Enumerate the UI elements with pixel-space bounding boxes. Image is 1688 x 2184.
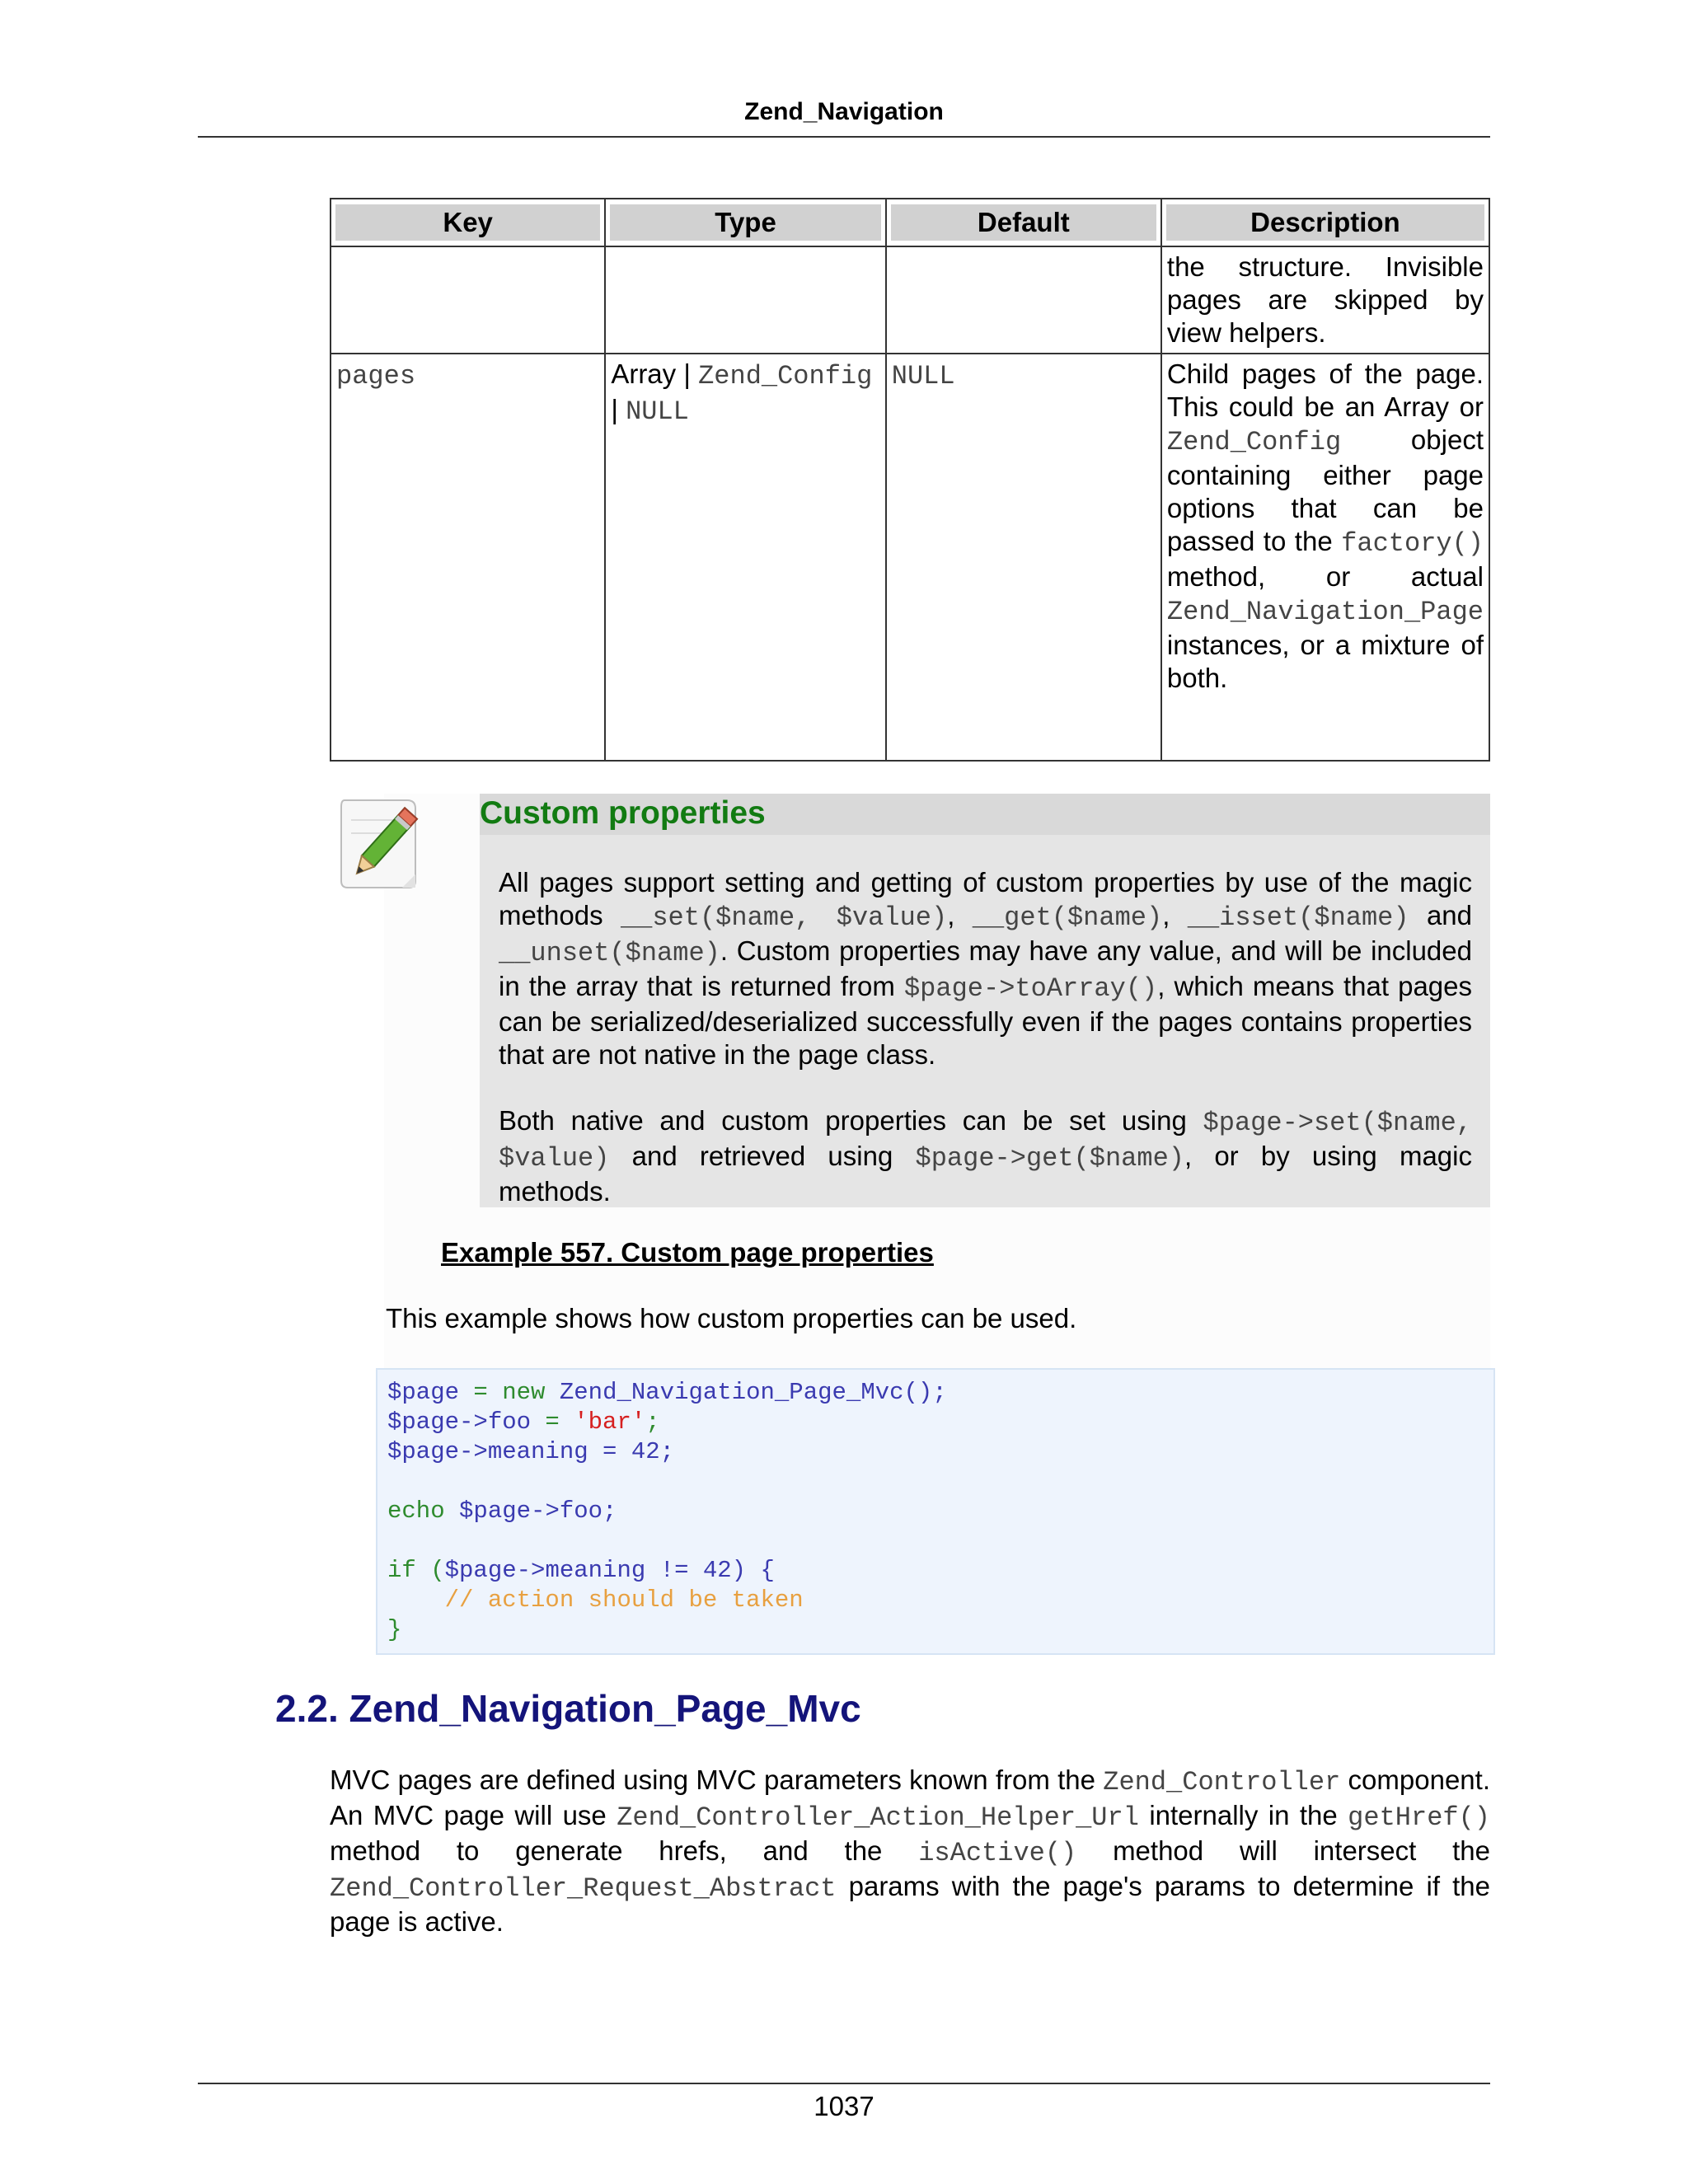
cell-description: Child pages of the page. This could be an Array or Zend_Config object containing either page options that can be passed to the factory() method, or actual Zend_Navigation_Page instances, or a mixture of both. [1161, 354, 1489, 761]
example-title: Example 557. Custom page properties [441, 1237, 934, 1268]
page-header: Zend_Navigation [744, 98, 944, 125]
code-block: $page = new Zend_Navigation_Page_Mvc(); $page->foo = 'bar'; $page->meaning = 42; echo $page->foo; if ($page->meaning != 42) { // action should be taken } [376, 1368, 1495, 1655]
table-row [331, 354, 1489, 761]
cell-key [331, 246, 605, 354]
footer-rule [198, 2083, 1490, 2084]
column-header-description: Description [1161, 199, 1489, 246]
cell-key: pages [331, 354, 605, 761]
page-number: 1037 [814, 2091, 874, 2121]
section-title: 2.2. Zend_Navigation_Page_Mvc [275, 1687, 861, 1730]
cell-type: Array | Zend_Config | NULL [605, 354, 885, 761]
section-paragraph: MVC pages are defined using MVC parameters known from the Zend_Controller component. An MVC page will use Zend_Controller_Action_Helper_Url internally in the getHref() method to generate hrefs, and the isActive() method will intersect the Zend_Controller_Request_Abstract params with the page's params to determine if the page is active. [330, 1765, 1490, 1937]
cell-default: NULL [886, 354, 1161, 761]
cell-description: the structure. Invisible pages are skipped by view helpers. [1161, 246, 1489, 354]
note-paragraph: Both native and custom properties can be set using $page->set($name, $value) and retrieved using $page->get($name), or by using magic methods. [499, 1105, 1472, 1207]
note-paragraph: All pages support setting and getting of custom properties by use of the magic methods __set($name, $value), __get($name), __isset($name) and __unset($name). Custom properties may have any value, and will be included in the array that is returned from $page->toArray(), which means that pages can be serialized/deserialized successfully even if the pages contains properties that are not native in the page class. [499, 867, 1473, 1070]
header-rule [198, 136, 1490, 138]
column-header-key: Key [331, 199, 605, 246]
table-header-row [331, 199, 1489, 246]
column-header-default: Default [886, 199, 1161, 246]
properties-table [330, 198, 1490, 762]
cell-default [886, 246, 1161, 354]
table-row [331, 246, 1489, 354]
cell-type [605, 246, 885, 354]
note-body [480, 835, 1490, 1207]
column-header-type: Type [605, 199, 885, 246]
note-title: Custom properties [480, 795, 766, 831]
example-description: This example shows how custom properties can be used. [386, 1303, 1077, 1333]
pencil-note-icon [336, 795, 427, 894]
